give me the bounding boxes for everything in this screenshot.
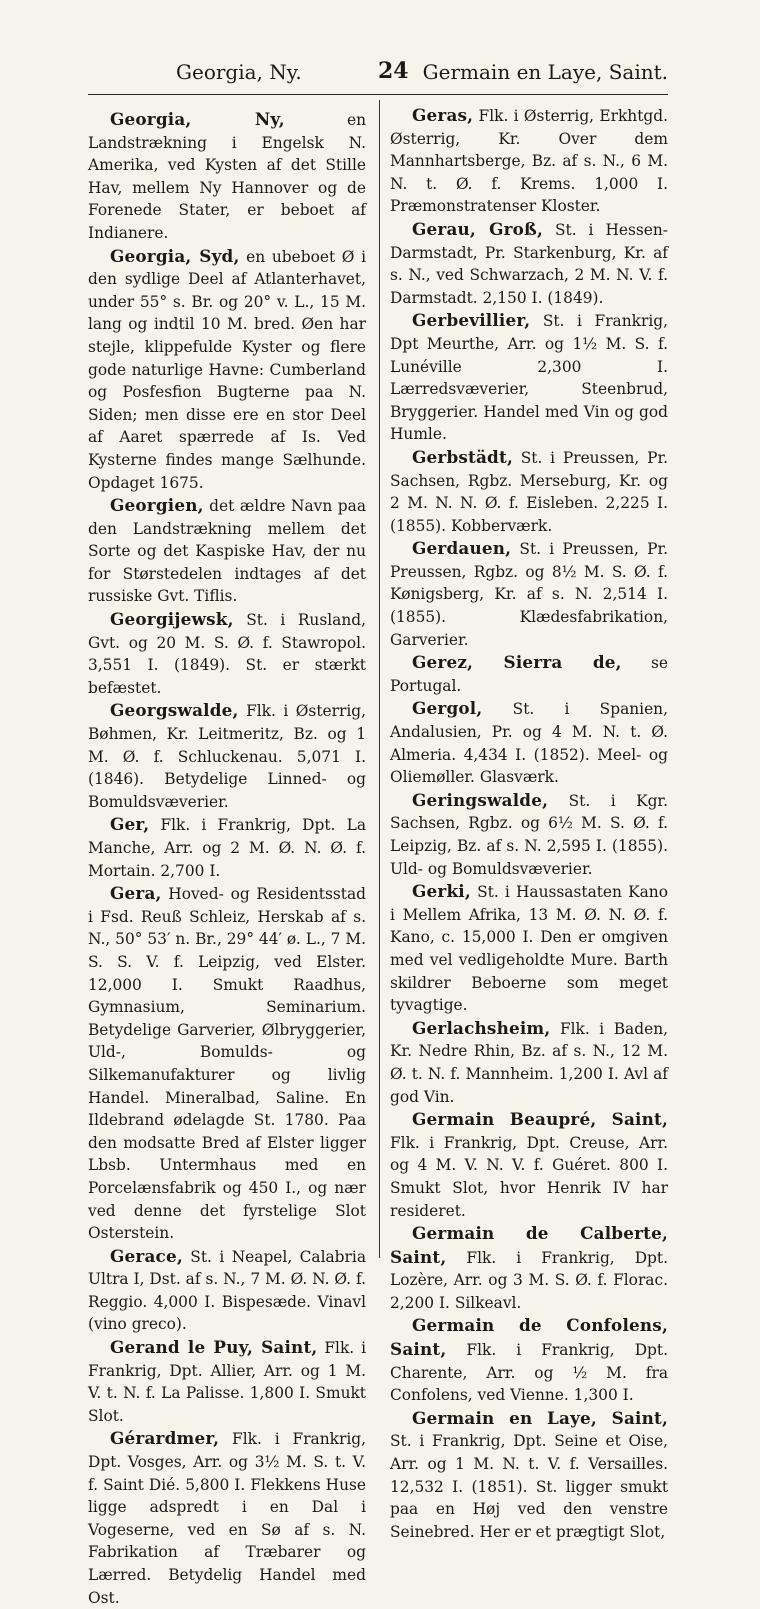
entry-headword: Gerdauen, xyxy=(412,538,512,559)
entry-headword: Ger, xyxy=(110,814,150,835)
entry-text: se Portugal. xyxy=(390,654,668,695)
entry-headword: Georgia, Ny, xyxy=(110,109,285,129)
entry-headword: Germain de Calberte, Saint, xyxy=(390,1223,668,1267)
entry-text: Flk. i Østerrig, Erkhtgd. Østerrig, Kr. Over dem Mannhartsberge, Bz. af s. N., 6 M. N. t. Ø. f. Krems. 1,000 I. Præmonstratenser Kloster. xyxy=(390,107,668,216)
entry xyxy=(88,813,366,882)
entry xyxy=(88,608,366,699)
entry-headword: Georgijewsk, xyxy=(110,609,234,630)
entry xyxy=(390,789,668,880)
entry-headword: Germain de Confolens, Saint, xyxy=(390,1315,668,1360)
entry-text: Flk. i Frankrig, Dpt. Creuse, Arr. og 4 M. V. N. V. f. Guéret. 800 I. Smukt Slot, hvor Henrik IV har resideret. xyxy=(390,1133,668,1220)
entry-headword: Gerlachsheim, xyxy=(412,1017,551,1038)
entry-headword: Gerace, xyxy=(110,1245,183,1266)
header-left-term: Georgia, Ny. xyxy=(176,60,302,84)
entry-headword: Gera, xyxy=(110,883,162,904)
entry-headword: Gerand le Puy, Saint, xyxy=(110,1337,318,1358)
entry-text: St. i Hessen-Darmstadt, Pr. Starkenburg, Kr. af s. N., ved Schwarzach, 2 M. N. V. f. Darmstadt. 2,150 I. (1849). xyxy=(390,220,668,307)
entry-text: St. i Preussen, Pr. Preussen, Rgbz. og 8½ M. S. Ø. f. Kønigsberg, Kr. af s. N. 2,514 I. (1855). Klædesfabrikation, Garverier. xyxy=(390,540,668,649)
entry xyxy=(88,1245,366,1336)
entry xyxy=(88,699,366,813)
entry xyxy=(390,1407,668,1544)
header-right-term: Germain en Laye, Saint. xyxy=(422,60,668,84)
entry-headword: Germain en Laye, Saint, xyxy=(412,1407,668,1428)
entry-text: St. i Rusland, Gvt. og 20 M. S. Ø. f. Stawropol. 3,551 I. (1849). St. er stærkt befæstet. xyxy=(88,611,366,697)
page-number: 24 xyxy=(378,58,409,84)
entry-headword: Geringswalde, xyxy=(412,789,549,810)
entry-text: St. i Frankrig, Dpt Meurthe, Arr. og 1½ M. S. f. Lunéville 2,300 I. Lærredsvæverier, Steenbrud, Bryggerier. Handel med Vin og god Humle. xyxy=(390,312,668,444)
entry xyxy=(390,309,668,446)
entry-text: det ældre Navn paa den Landstrækning mellem det Sorte og det Kaspiske Hav, der nu for Størstedelen indtages af det russiske Gvt. Tiflis. xyxy=(88,497,366,606)
entry-text: Flk. i Frankrig, Dpt. Vosges, Arr. og 3½ M. S. t. V. f. Saint Dié. 5,800 I. Flekkens Huse ligge adspredt i en Dal i Vogeserne, ved en Sø af s. N. Fabrikation af Træbarer og Lærred. Betydelig Handel med Ost. xyxy=(88,1430,366,1607)
entry xyxy=(88,1427,366,1609)
entry-text: Flk. i Frankrig, Dpt. Allier, Arr. og 1 M. V. t. N. f. La Palisse. 1,800 I. Smukt Slot. xyxy=(88,1339,367,1425)
entry xyxy=(390,1314,668,1406)
entry-text: Flk. i Baden, Kr. Nedre Rhin, Bz. af s. N., 12 M. Ø. t. N. f. Mannheim. 1,200 I. Avl af god Vin. xyxy=(390,1019,668,1106)
entry xyxy=(390,651,668,697)
entry-text: St. i Frankrig, Dpt. Seine et Oise, Arr. og 1 M. N. t. V. f. Versailles. 12,532 I. (1851). St. ligger smukt paa en Høj ved den venstre Seinebred. Her er et prægtigt Slot, xyxy=(390,1432,668,1541)
entry xyxy=(390,537,668,651)
entry xyxy=(88,245,366,495)
entry xyxy=(390,880,668,1017)
left-column xyxy=(88,108,366,1609)
entry-text: Flk. i Østerrig, Bøhmen, Kr. Leitmeritz, Bz. og 1 M. Ø. f. Schluckenau. 5,071 I. (1846). Betydelige Linned- og Bomuldsvæverier. xyxy=(88,702,366,811)
entry xyxy=(390,697,668,788)
entry-headword: Georgien, xyxy=(110,495,204,516)
entry-headword: Geras, xyxy=(412,105,474,125)
entry-text: St. i Spanien, Andalusien, Pr. og 4 M. N. t. Ø. Almeria. 4,434 I. (1852). Meel- og Oliemøller. Glasværk. xyxy=(390,700,668,787)
entry-text: St. i Neapel, Calabria Ultra I, Dst. af s. N., 7 M. Ø. N. Ø. f. Reggio. 4,000 I. Bispesæde. Vinavl (vino greco). xyxy=(88,1247,366,1334)
entry xyxy=(390,104,668,218)
entry-headword: Gerez, Sierra de, xyxy=(412,652,622,673)
entry xyxy=(88,1336,366,1427)
entry-text: Flk. i Frankrig, Dpt. Lozère, Arr. og 3 M. S. Ø. f. Florac. 2,200 I. Silkeavl. xyxy=(390,1248,668,1312)
entry xyxy=(390,1222,668,1314)
entry-headword: Gerbevillier, xyxy=(412,310,531,331)
entry-headword: Georgia, Syd, xyxy=(110,245,240,266)
entry-text: St. i Preussen, Pr. Sachsen, Rgbz. Merseburg, Kr. og 2 M. N. N. Ø. f. Eisleben. 2,225 I. (1855). Kobberværk. xyxy=(390,448,668,535)
column-divider xyxy=(379,100,380,1258)
entry xyxy=(390,446,668,537)
entry xyxy=(88,108,366,245)
entry-text: St. i Haussastaten Kano i Mellem Afrika, 13 M. Ø. N. Ø. f. Kano, c. 15,000 I. Den er omgiven med vel vedligeholdte Mure. Barth skildrer Beboerne som meget tyvagtige. xyxy=(390,883,668,1015)
entry-headword: Georgswalde, xyxy=(110,700,239,721)
entry-headword: Germain Beaupré, Saint, xyxy=(412,1109,668,1130)
entry-text: Hoved- og Residentsstad i Fsd. Reuß Schleiz, Herskab af s. N., 50° 53′ n. Br., 29° 44′ ø. L., 7 M. S. S. V. f. Leipzig, ved Elster. 12,000 I. Smukt Raadhus, Gymnasium, Seminarium. Betydelige Garverier, Ølbryggerier, Uld-, Bomulds- og Silkemanufakturer og livlig Handel. Mineralbad, Saline. En Ildebrand ødelagde St. 1780. Paa den modsatte Bred af Elster ligger Lbsb. Untermhaus med en Porcelænsfabrik og 450 I., og nær ved denne det fyrstelige Slot Osterstein. xyxy=(88,885,366,1243)
entry-text: en ubeboet Ø i den sydlige Deel af Atlanterhavet, under 55° s. Br. og 20° v. L., 15 M. lang og indtil 10 M. bred. Øen har stejle, klippefulde Kyster og flere gode naturlige Havne: Cumberland og Posfesfion Bugterne paa N. Siden; men disse ere en stor Deel af Aaret spærrede af Is. Ved Kysterne findes mange Sælhunde. Opdaget 1675. xyxy=(88,247,366,492)
entry xyxy=(390,1108,668,1222)
entry-text: Flk. i Frankrig, Dpt. La Manche, Arr. og 2 M. Ø. N. Ø. f. Mortain. 2,700 I. xyxy=(88,816,366,880)
entry-headword: Gerki, xyxy=(412,881,471,902)
entry xyxy=(88,494,366,608)
entry-headword: Gerbstädt, xyxy=(412,446,513,467)
entry-text: en Landstrækning i Engelsk N. Amerika, ved Kysten af det Stille Hav, mellem Ny Hannover og de Forenede Stater, er beboet af Indianere. xyxy=(88,111,366,242)
entry-text: Flk. i Frankrig, Dpt. Charente, Arr. og ½ M. fra Confolens, ved Vienne. 1,300 I. xyxy=(390,1341,668,1405)
entry-text: St. i Kgr. Sachsen, Rgbz. og 6½ M. S. Ø. f. Leipzig, Bz. af s. N. 2,595 I. (1855). Uld- og Bomuldsvæverier. xyxy=(390,791,668,878)
running-header xyxy=(88,60,668,95)
entry-headword: Gérardmer, xyxy=(110,1428,220,1449)
entry xyxy=(88,882,366,1245)
right-column xyxy=(390,104,668,1543)
entry-headword: Gerau, Groß, xyxy=(412,218,544,239)
entry-headword: Gergol, xyxy=(412,698,483,719)
entry xyxy=(390,1017,668,1108)
entry xyxy=(390,218,668,309)
